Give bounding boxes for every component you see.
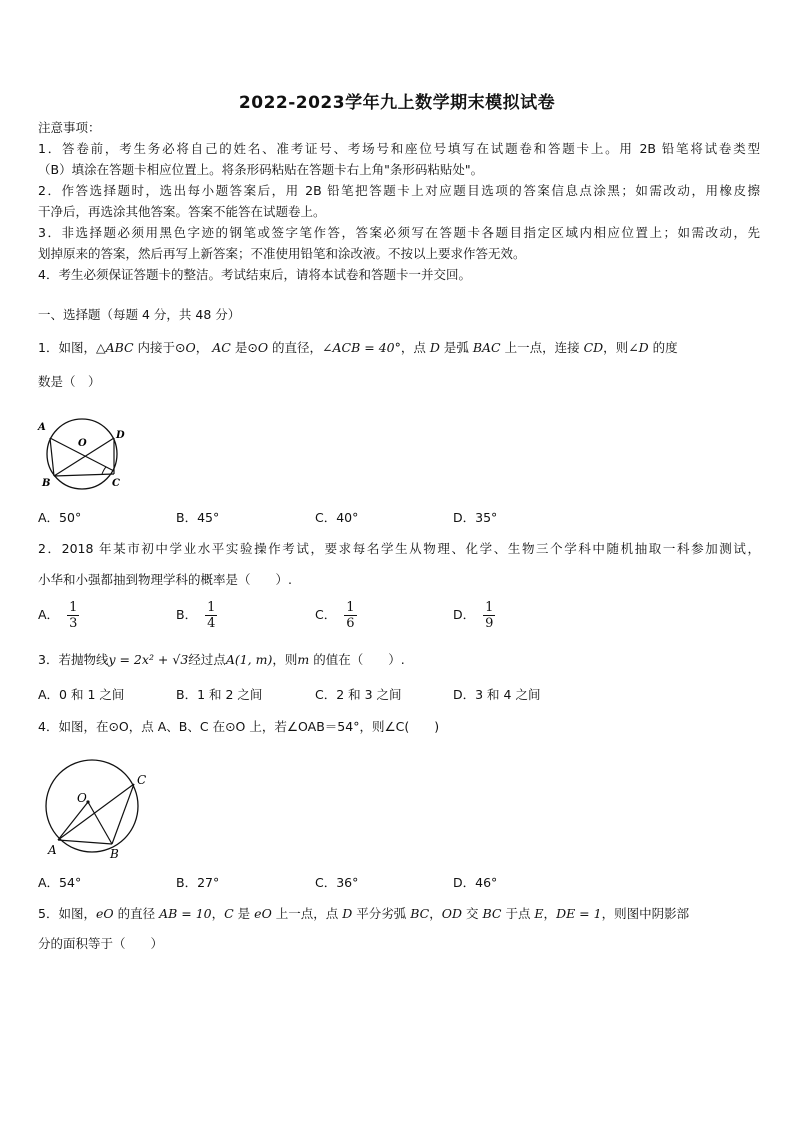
q3-option-b[interactable]: B．1 和 2 之间 [176, 687, 263, 702]
text: ， [429, 906, 442, 921]
math: AB = 10 [159, 906, 212, 921]
question-4-text: 4．如图，在⊙O，点 A、B、C 在⊙O 上，若∠OAB＝54°，则∠C( ) [38, 719, 440, 734]
notice-line: 2．作答选择题时，选出每小题答案后，用 2B 铅笔把答题卡上对应题目选项的答案信息点涂黑；如需改动，用橡皮擦 [38, 183, 760, 198]
option-label: C． [315, 607, 337, 622]
page-title: 2022-2023学年九上数学期末模拟试卷 [238, 93, 556, 113]
q2-option-d[interactable] [453, 600, 495, 631]
notice-line: 1．答卷前，考生务必将自己的姓名、准考证号、考场号和座位号填写在试题卷和答题卡上。用 2B 铅笔将试卷类型 [38, 141, 760, 156]
numerator: 1 [69, 600, 78, 615]
denominator: 6 [346, 616, 355, 631]
math: ∠ACB = 40° [322, 340, 401, 355]
math: O [185, 340, 196, 355]
math: CD [583, 340, 604, 355]
text: ， [195, 340, 213, 355]
text: 的直径 [113, 906, 160, 921]
fraction [67, 600, 79, 631]
text: ，则图中阴影部 [601, 906, 690, 921]
text: ， [543, 906, 557, 921]
fraction [344, 600, 356, 631]
text: 是 [233, 906, 255, 921]
label-c: C [112, 478, 120, 489]
math: AC [212, 340, 231, 355]
math: C [224, 906, 234, 921]
q4-option-d[interactable]: D．46° [453, 875, 498, 890]
text: 上一点，连接 [500, 340, 584, 355]
q1-option-d[interactable]: D．35° [453, 510, 498, 525]
text: 的直径， [268, 340, 323, 355]
math: E [534, 906, 544, 921]
question-5-text [38, 904, 760, 924]
text: 交 [462, 906, 483, 921]
label-o: O [77, 791, 87, 805]
denominator: 4 [207, 616, 216, 631]
math: D [342, 906, 353, 921]
q2-option-c[interactable] [315, 600, 357, 631]
q3-option-a[interactable]: A．0 和 1 之间 [38, 687, 125, 702]
math: e [254, 906, 262, 921]
notice-line: 划掉原来的答案，然后再写上新答案；不准使用铅笔和涂改液。不按以上要求作答无效。 [38, 246, 526, 261]
numerator: 1 [207, 600, 216, 615]
option-label: B． [176, 607, 198, 622]
text: 3．若抛物线 [38, 652, 109, 667]
q3-option-d[interactable]: D．3 和 4 之间 [453, 687, 541, 702]
label-a: A [48, 843, 57, 857]
math: O [261, 906, 272, 921]
notice-heading: 注意事项： [38, 120, 101, 135]
question-2-text: 2．2018 年某市初中学业水平实验操作考试，要求每名学生从物理、化学、生物三个学科中随机抽取一科参加测试， [38, 541, 760, 556]
segment-ob [88, 802, 112, 844]
option-label: D． [453, 607, 476, 622]
q3-option-c[interactable]: C．2 和 3 之间 [315, 687, 402, 702]
question-4-figure [30, 758, 160, 862]
text: 经过点 [188, 652, 226, 667]
math: ∠D [628, 340, 649, 355]
text: ， [211, 906, 225, 921]
label-a: A [38, 422, 46, 433]
center-point [86, 800, 89, 803]
math: O [103, 906, 114, 921]
segment-bc [112, 784, 134, 844]
q2-option-a[interactable] [38, 600, 79, 631]
math: BAC [472, 340, 501, 355]
math: m [297, 652, 310, 667]
q1-option-a[interactable]: A．50° [38, 510, 82, 525]
text: 的值在（ ）. [309, 652, 405, 667]
label-c: C [137, 773, 147, 787]
text: ，则 [272, 652, 298, 667]
notice-line: 3．非选择题必须用黑色字迹的钢笔或签字笔作答，答案必须写在答题卡各题目指定区域内相应位置上；如需改动，先 [38, 225, 760, 240]
q1-option-c[interactable]: C．40° [315, 510, 359, 525]
math: A(1, m) [225, 652, 273, 667]
question-1-figure [36, 416, 132, 494]
fraction [205, 600, 217, 631]
text: 是⊙ [230, 340, 258, 355]
text: 于点 [501, 906, 535, 921]
question-3-text [38, 650, 760, 670]
q1-option-b[interactable]: B．45° [176, 510, 220, 525]
q4-option-a[interactable]: A．54° [38, 875, 82, 890]
notice-line: （B）填涂在答题卡相应位置上。将条形码粘贴在答题卡右上角"条形码粘贴处"。 [38, 162, 484, 177]
math: BC [410, 906, 430, 921]
text: 1．如图， [38, 340, 96, 355]
q4-option-b[interactable]: B．27° [176, 875, 220, 890]
text: 的度 [648, 340, 678, 355]
question-2-text-2: 小华和小强都抽到物理学科的概率是（ ）. [38, 572, 292, 587]
math: D [429, 340, 440, 355]
question-1-text-2: 数是（ ） [38, 374, 101, 389]
text: 5．如图， [38, 906, 96, 921]
text: 平分劣弧 [352, 906, 411, 921]
text: ，则 [603, 340, 629, 355]
math: e [95, 906, 104, 921]
section-heading: 一、选择题（每题 4 分，共 48 分） [38, 307, 241, 322]
text: 上一点，点 [271, 906, 343, 921]
segment-bc [54, 474, 114, 476]
numerator: 1 [346, 600, 355, 615]
math: OD [441, 906, 463, 921]
math: y = 2x² + √3 [108, 652, 189, 667]
math: DE = 1 [556, 906, 602, 921]
q4-option-c[interactable]: C．36° [315, 875, 359, 890]
notice-line: 干净后，再选涂其他答案。答案不能答在试题卷上。 [38, 204, 326, 219]
label-d: D [116, 430, 125, 441]
numerator: 1 [485, 600, 494, 615]
segment-ac [58, 784, 134, 840]
fraction [483, 600, 495, 631]
notice-line: 4．考生必须保证答题卡的整洁。考试结束后，请将本试卷和答题卡一并交回。 [38, 267, 471, 282]
text: 是弧 [439, 340, 473, 355]
math: BC [482, 906, 502, 921]
math: O [257, 340, 269, 355]
label-b: B [110, 847, 119, 861]
angle-mark [102, 467, 106, 474]
option-label: A． [38, 607, 60, 622]
label-o: O [78, 438, 87, 449]
text: 内接于⊙ [133, 340, 186, 355]
math: △ABC [95, 340, 134, 355]
text: ，点 [400, 340, 430, 355]
q2-option-b[interactable] [176, 600, 217, 631]
denominator: 3 [69, 616, 78, 631]
question-1-text [38, 338, 760, 358]
label-b: B [42, 478, 51, 489]
denominator: 9 [485, 616, 494, 631]
question-5-text-2: 分的面积等于（ ） [38, 936, 164, 951]
